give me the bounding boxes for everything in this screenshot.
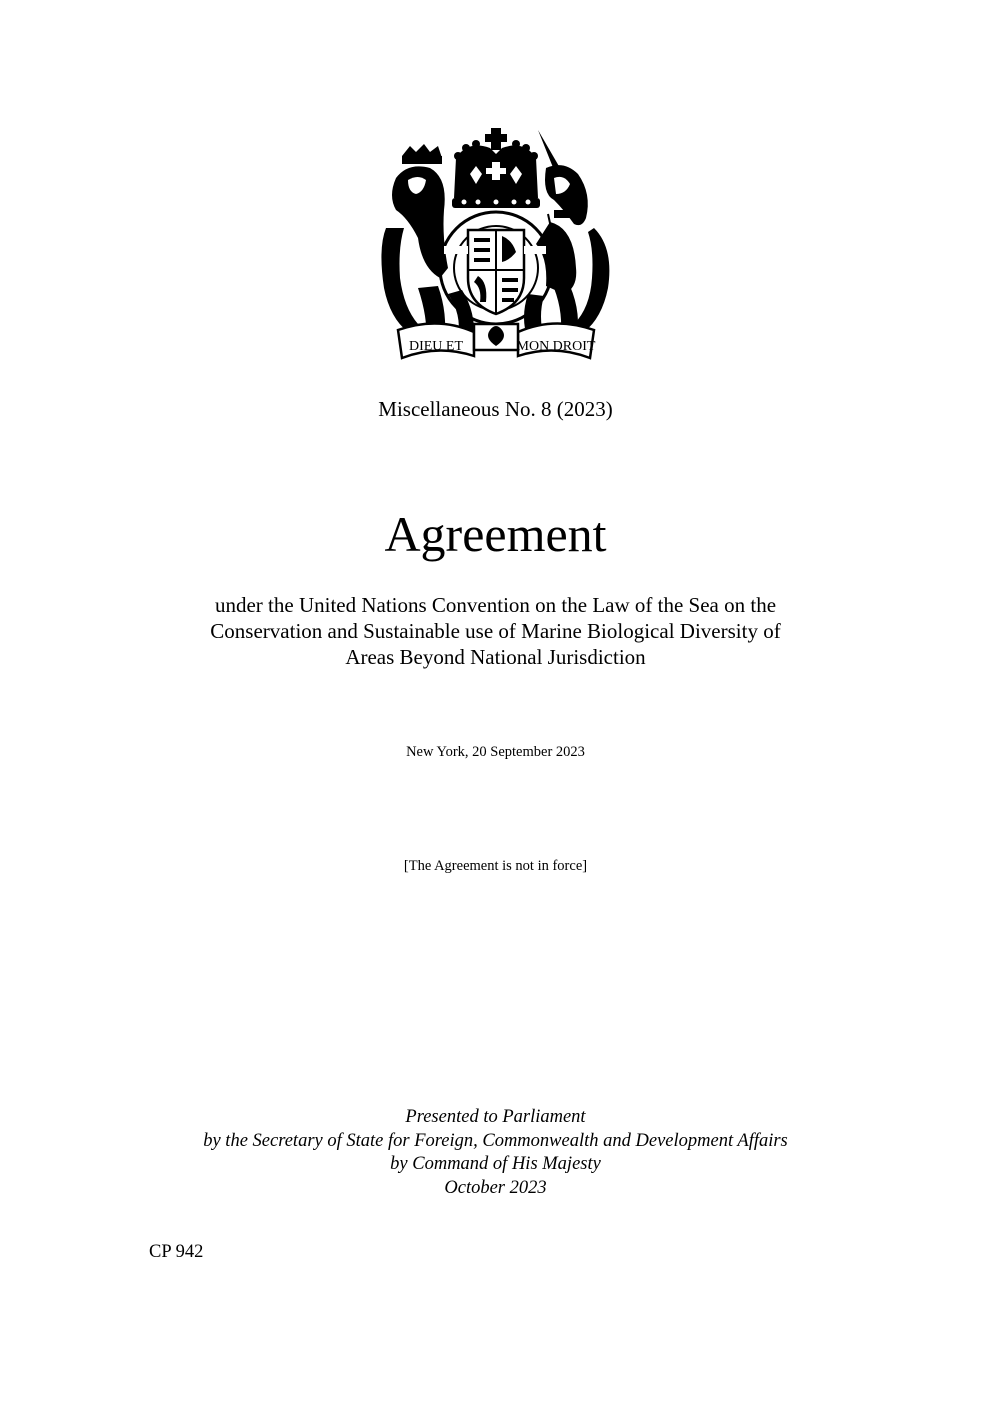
- subtitle-line: Conservation and Sustainable use of Marine Biological Diversity of: [210, 619, 781, 643]
- presented-line: by the Secretary of State for Foreign, Commonwealth and Development Affairs: [203, 1130, 788, 1151]
- place-and-date: New York, 20 September 2023: [406, 744, 585, 760]
- document-subtitle: [0, 592, 991, 670]
- presented-line: by Command of His Majesty: [390, 1154, 601, 1174]
- svg-text:DIEU ET: DIEU ET: [408, 339, 464, 354]
- presented-line: Presented to Parliament: [405, 1107, 586, 1127]
- subtitle-line: under the United Nations Convention on the Law of the Sea on the: [214, 593, 777, 617]
- agreement-status: [The Agreement is not in force]: [403, 858, 588, 874]
- svg-text:MON DROIT: MON DROIT: [516, 339, 596, 354]
- subtitle-line: Areas Beyond National Jurisdiction: [345, 645, 646, 669]
- presentation-statement: [0, 1106, 991, 1200]
- presented-line: October 2023: [444, 1177, 547, 1198]
- document-title: Agreement: [384, 506, 607, 562]
- series-number: Miscellaneous No. 8 (2023): [378, 397, 613, 421]
- command-paper-number: CP 942: [149, 1242, 204, 1262]
- royal-coat-of-arms-icon: [378, 118, 614, 366]
